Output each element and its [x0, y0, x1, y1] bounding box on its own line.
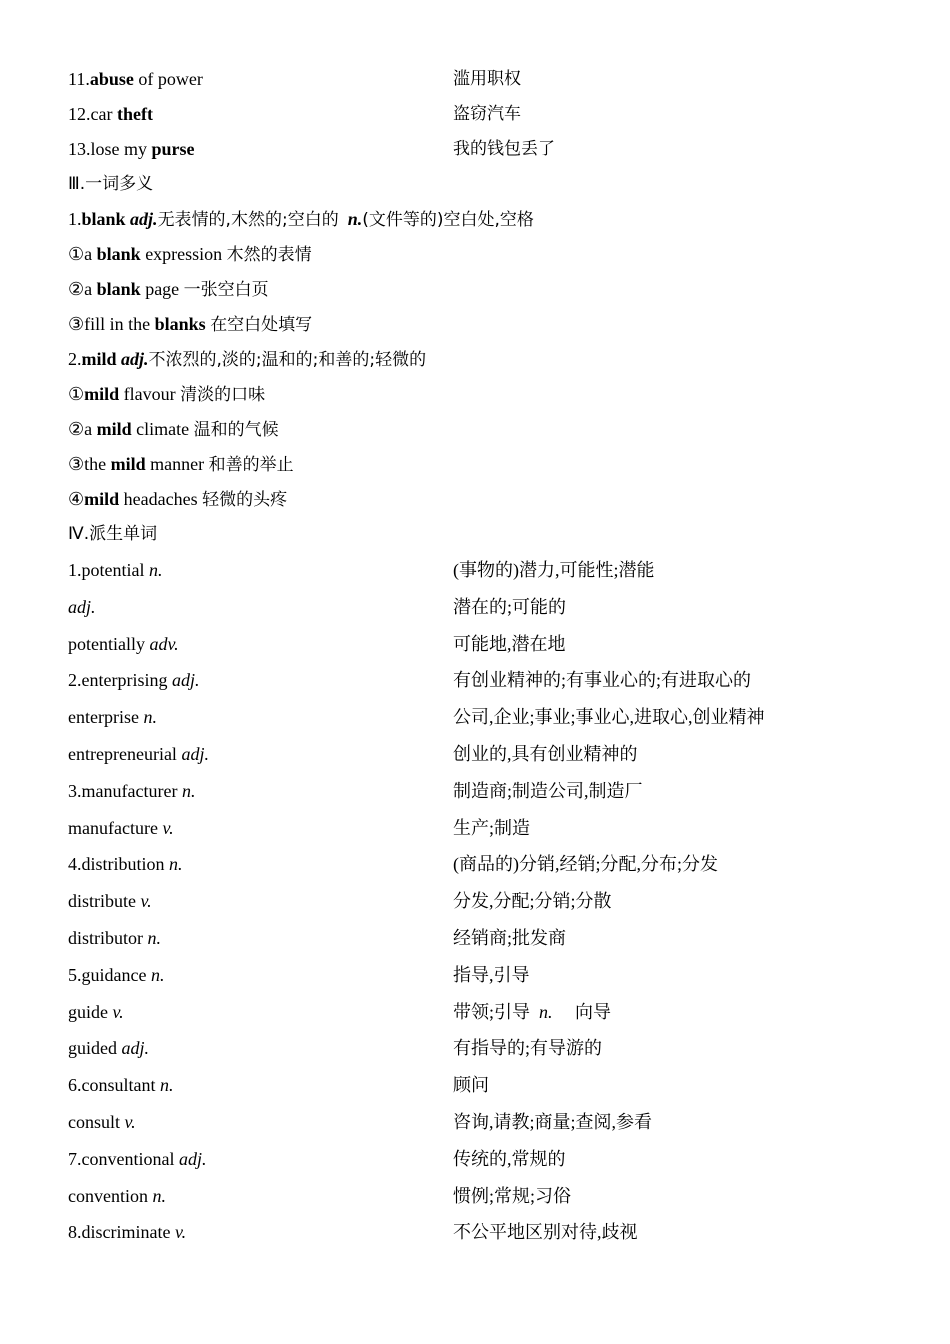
example-row — [68, 307, 898, 342]
derivative-word: distributor n. — [68, 927, 161, 948]
derivative-row — [68, 1214, 898, 1251]
polysemy-entry — [68, 202, 898, 237]
example-text: ①a blank expression 木然的表情 — [68, 244, 312, 265]
document-page — [68, 62, 898, 1251]
derivative-row — [68, 846, 898, 883]
derivative-row — [68, 589, 898, 626]
example-text: ②a blank page 一张空白页 — [68, 279, 269, 300]
derivative-row — [68, 699, 898, 736]
derivative-meaning: 咨询,请教;商量;查阅,参看 — [453, 1111, 653, 1132]
derivative-row — [68, 773, 898, 810]
derivative-meaning: 可能地,潜在地 — [453, 633, 566, 654]
derivative-meaning: 有创业精神的;有事业心的;有进取心的 — [453, 670, 752, 691]
derivative-row — [68, 736, 898, 773]
derivative-row — [68, 1030, 898, 1067]
derivative-row — [68, 883, 898, 920]
derivative-meaning: (商品的)分销,经销;分配,分布;分发 — [453, 854, 718, 875]
section-4-title: Ⅳ.派生单词 — [68, 524, 158, 544]
example-text: ②a mild climate 温和的气候 — [68, 419, 279, 440]
derivative-meaning: 公司,企业;事业;事业心,进取心,创业精神 — [453, 707, 765, 728]
derivative-meaning: 惯例;常规;习俗 — [453, 1185, 572, 1206]
phrase-row — [68, 62, 898, 97]
derivative-row — [68, 1141, 898, 1178]
derivative-word: 4.distribution n. — [68, 854, 183, 875]
phrase-zh: 我的钱包丢了 — [453, 139, 555, 159]
derivative-row — [68, 1067, 898, 1104]
derivative-word: 7.conventional adj. — [68, 1148, 207, 1169]
derivative-word: guided adj. — [68, 1038, 150, 1059]
example-row — [68, 377, 898, 412]
derivative-meaning: 创业的,具有创业精神的 — [453, 743, 638, 764]
derivative-word: guide v. — [68, 1001, 124, 1022]
example-text: ①mild flavour 清淡的口味 — [68, 384, 266, 405]
derivative-meaning: 顾问 — [453, 1075, 489, 1096]
derivative-row — [68, 552, 898, 589]
section-heading — [68, 167, 898, 202]
derivative-word: convention n. — [68, 1185, 166, 1206]
derivative-word: 5.guidance n. — [68, 964, 165, 985]
section-3-title: Ⅲ.一词多义 — [68, 174, 154, 194]
derivative-row — [68, 1178, 898, 1215]
example-row — [68, 482, 898, 517]
derivative-word: 6.consultant n. — [68, 1075, 174, 1096]
derivative-word: entrepreneurial adj. — [68, 743, 209, 764]
polysemy-headword: 2.mild adj.不浓烈的,淡的;温和的;和善的;轻微的 — [68, 349, 427, 370]
phrase-en: 13.lose my purse — [68, 139, 195, 159]
example-text: ③the mild manner 和善的举止 — [68, 454, 294, 475]
phrase-row — [68, 132, 898, 167]
derivative-meaning: 带领;引导 n. 向导 — [453, 1001, 612, 1022]
derivative-meaning: 制造商;制造公司,制造厂 — [453, 780, 643, 801]
example-row — [68, 447, 898, 482]
derivative-row — [68, 957, 898, 994]
derivative-row — [68, 626, 898, 663]
derivative-meaning: 不公平地区别对待,歧视 — [453, 1222, 638, 1243]
phrase-row — [68, 97, 898, 132]
section-heading — [68, 517, 898, 552]
polysemy-entry — [68, 342, 898, 377]
phrase-en: 12.car theft — [68, 104, 153, 124]
derivative-word: 8.discriminate v. — [68, 1222, 187, 1243]
example-row — [68, 237, 898, 272]
derivative-meaning: (事物的)潜力,可能性;潜能 — [453, 560, 655, 580]
derivative-word: enterprise n. — [68, 707, 157, 728]
derivative-meaning: 分发,分配;分销;分散 — [453, 891, 612, 912]
phrase-zh: 滥用职权 — [453, 69, 521, 89]
derivative-word: consult v. — [68, 1111, 136, 1132]
derivative-word: potentially adv. — [68, 633, 179, 654]
derivative-row — [68, 810, 898, 847]
example-text: ④mild headaches 轻微的头疼 — [68, 489, 288, 510]
derivative-word: adj. — [68, 596, 96, 617]
derivative-meaning: 生产;制造 — [453, 817, 531, 838]
example-text: ③fill in the blanks 在空白处填写 — [68, 314, 313, 335]
derivative-word: 1.potential n. — [68, 560, 163, 580]
derivative-meaning: 潜在的;可能的 — [453, 596, 567, 617]
derivative-row — [68, 994, 898, 1031]
derivative-word: manufacture v. — [68, 817, 174, 838]
derivative-row — [68, 920, 898, 957]
derivative-row — [68, 662, 898, 699]
derivative-word: 2.enterprising adj. — [68, 670, 200, 691]
derivative-row — [68, 1104, 898, 1141]
derivative-meaning: 经销商;批发商 — [453, 927, 567, 948]
derivative-word: 3.manufacturer n. — [68, 780, 196, 801]
phrase-zh: 盗窃汽车 — [453, 104, 521, 124]
example-row — [68, 412, 898, 447]
example-row — [68, 272, 898, 307]
phrase-en: 11.abuse of power — [68, 69, 203, 89]
derivative-meaning: 有指导的;有导游的 — [453, 1038, 603, 1059]
derivative-meaning: 指导,引导 — [453, 964, 530, 985]
derivative-word: distribute v. — [68, 891, 152, 912]
derivative-meaning: 传统的,常规的 — [453, 1148, 566, 1169]
polysemy-headword: 1.blank adj.无表情的,木然的;空白的 n.(文件等的)空白处,空格 — [68, 209, 534, 230]
